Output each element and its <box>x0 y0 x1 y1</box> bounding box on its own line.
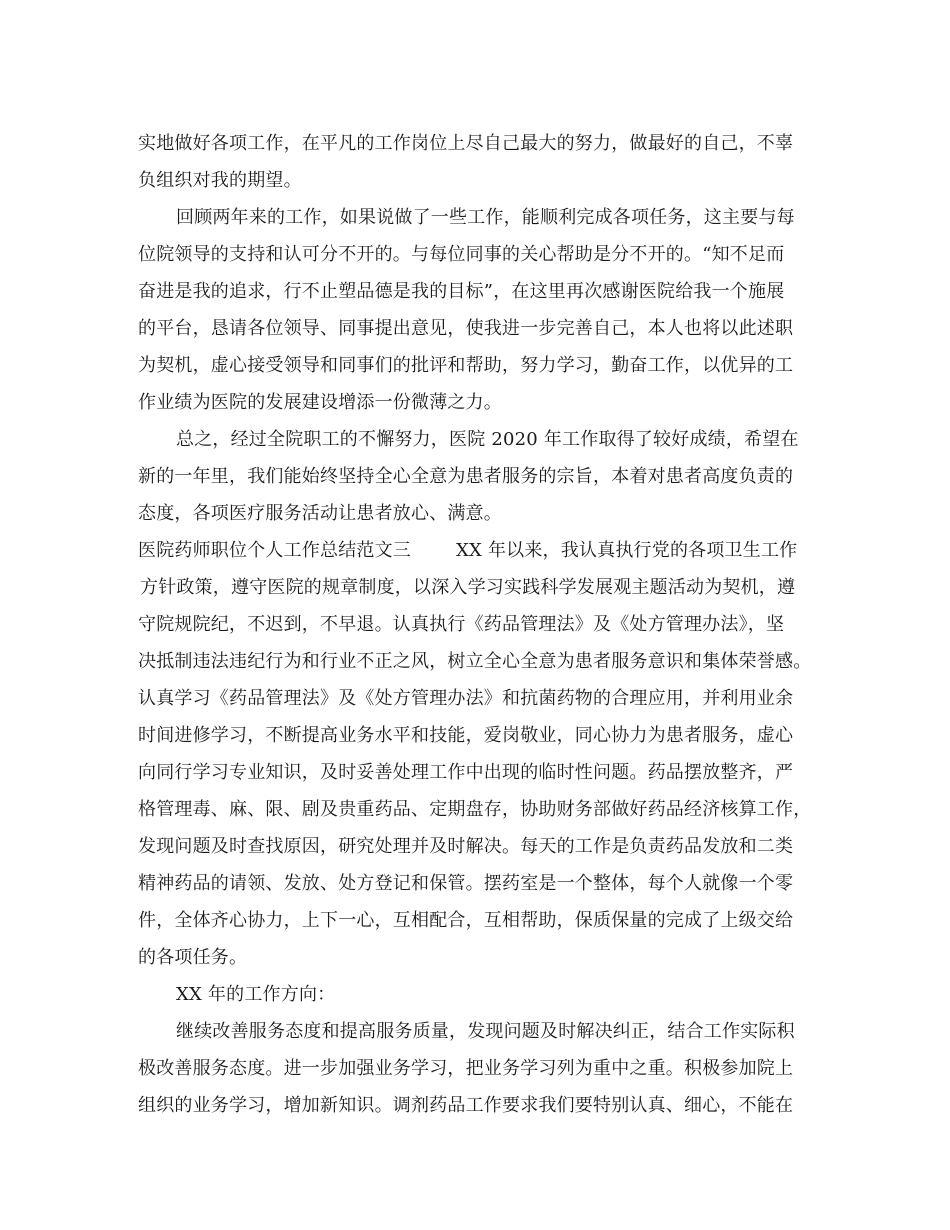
paragraph-line: 极改善服务态度。进一步加强业务学习，把业务学习列为重中之重。积极参加院上 <box>138 1058 794 1079</box>
section-heading: 医院药师职位个人工作总结范文三 <box>138 540 411 561</box>
paragraph-line: 为契机，虚心接受领导和同事们的批评和帮助，努力学习，勤奋工作，以优异的工 <box>138 355 794 376</box>
paragraph-line: 继续改善服务态度和提高服务质量，发现问题及时解决纠正，结合工作实际积 <box>176 1021 795 1042</box>
paragraph-line: 总之，经过全院职工的不懈努力，医院 2020 年工作取得了较好成绩，希望在 <box>176 429 799 450</box>
subheading: XX 年的工作方向： <box>176 984 336 1005</box>
paragraph-line: 件，全体齐心协力，上下一心，互相配合，互相帮助，保质保量的完成了上级交给 <box>138 910 794 931</box>
paragraph-line: 精神药品的请领、发放、处方登记和保管。摆药室是一个整体，每个人就像一个零 <box>138 873 794 894</box>
paragraph-line: 向同行学习专业知识，及时妥善处理工作中出现的临时性问题。药品摆放整齐，严 <box>138 762 794 783</box>
paragraph-line: 格管理毒、麻、限、剧及贵重药品、定期盘存，协助财务部做好药品经济核算工作， <box>138 799 812 820</box>
paragraph-line: 作业绩为医院的发展建设增添一份微薄之力。 <box>138 392 502 413</box>
paragraph-line: 方针政策，遵守医院的规章制度，以深入学习实践科学发展观主题活动为契机，遵 <box>140 577 796 598</box>
paragraph-line: 认真学习《药品管理法》及《处方管理办法》和抗菌药物的合理应用，并利用业余 <box>138 688 794 709</box>
paragraph-line: 负组织对我的期望。 <box>138 170 302 191</box>
paragraph-line: 守院规院纪，不迟到，不早退。认真执行《药品管理法》及《处方管理办法》，坚 <box>138 614 785 635</box>
paragraph-line: 位院领导的支持和认可分不开的。与每位同事的关心帮助是分不开的。“知不足而 <box>138 244 785 265</box>
paragraph-line: 新的一年里，我们能始终坚持全心全意为患者服务的宗旨，本着对患者高度负责的 <box>138 466 794 487</box>
paragraph-line: 时间进修学习，不断提高业务水平和技能，爱岗敬业，同心协力为患者服务，虚心 <box>138 725 794 746</box>
paragraph-line: 决抵制违法违纪行为和行业不正之风，树立全心全意为患者服务意识和集体荣誉感。 <box>138 651 812 672</box>
paragraph-line: 实地做好各项工作，在平凡的工作岗位上尽自己最大的努力，做最好的自己，不辜 <box>138 133 794 154</box>
paragraph-line: 的各项任务。 <box>138 947 248 968</box>
paragraph-line: 回顾两年来的工作，如果说做了一些工作，能顺利完成各项任务，这主要与每 <box>176 207 795 228</box>
paragraph-line: 的平台，恳请各位领导、同事提出意见，使我进一步完善自己，本人也将以此述职 <box>138 318 794 339</box>
paragraph-line: 组织的业务学习，增加新知识。调剂药品工作要求我们要特别认真、细心，不能在 <box>138 1095 794 1116</box>
paragraph-line: 发现问题及时查找原因，研究处理并及时解决。每天的工作是负责药品发放和二类 <box>138 836 794 857</box>
paragraph-line: 奋进是我的追求，行不止塑品德是我的目标”，在这里再次感谢医院给我一个施展 <box>138 281 785 302</box>
section-heading-continuation: XX 年以来，我认真执行党的各项卫生工作 <box>456 540 798 561</box>
paragraph-line: 态度，各项医疗服务活动让患者放心、满意。 <box>138 503 502 524</box>
